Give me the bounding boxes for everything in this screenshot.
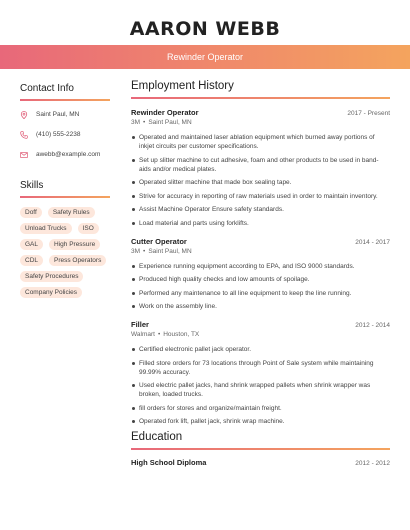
skill-chip: Company Policies: [20, 287, 82, 298]
job-bullet: Assist Machine Operator Ensure safety standards.: [131, 205, 390, 214]
job-company: Walmart: [131, 331, 155, 338]
skills-heading: Skills: [20, 180, 44, 191]
map-pin-icon: [20, 111, 28, 119]
contact-location: [20, 109, 110, 121]
job-bullet: Set up slitter machine to cut adhesive, foam and other products to be used in band-aids and/or medical plates.: [131, 156, 390, 174]
education-section: [131, 431, 390, 467]
candidate-name: AARON WEBB: [129, 18, 281, 40]
contact-phone: [20, 129, 110, 141]
employment-heading: Employment History: [131, 80, 234, 92]
phone-icon: [20, 131, 28, 139]
role-banner: Rewinder Operator: [0, 45, 410, 69]
skill-chip: GAL: [20, 239, 43, 250]
contact-location-text: Saint Paul, MN: [36, 111, 80, 118]
education-dates: 2012 - 2012: [355, 460, 390, 467]
job-bullet: Certified electronic pallet jack operator.: [131, 345, 390, 354]
job-bullet: Operated slitter machine that made box sealing tape.: [131, 178, 390, 187]
job-bullet: Used electric pallet jacks, hand shrink wrapped pallets when shrink wrapper was broken, loaded trucks.: [131, 381, 390, 399]
contact-divider: [20, 99, 110, 101]
job-title: Filler: [131, 320, 149, 329]
skill-chip: High Pressure: [49, 239, 100, 250]
skill-chip: Unload Trucks: [20, 223, 72, 234]
skills-divider: [20, 196, 110, 198]
job-bullet: Operated and maintained laser ablation equipment which burned away portions of inkjet circuits per customer specifications.: [131, 133, 390, 151]
job-entry: [131, 320, 390, 426]
job-location: Saint Paul, MN: [148, 247, 192, 255]
skill-chip: Safety Procedures: [20, 271, 83, 282]
job-meta: [131, 119, 390, 126]
contact-email-text[interactable]: awebb@example.com: [36, 151, 101, 158]
job-dates: 2017 - Present: [347, 110, 390, 117]
job-bullet: fill orders for stores and organize/maintain freight.: [131, 404, 390, 413]
separator-dot: •: [143, 247, 146, 255]
job-bullets: [131, 345, 390, 426]
job-bullets: [131, 262, 390, 312]
skill-chip: CDL: [20, 255, 43, 266]
job-meta: [131, 248, 390, 255]
sidebar: [20, 83, 110, 298]
contact-email: [20, 149, 110, 161]
skill-chip: ISO: [78, 223, 99, 234]
job-bullet: Work on the assembly line.: [131, 302, 390, 311]
job-bullet: Produced high quality checks and low amounts of spoilage.: [131, 275, 390, 284]
skill-chip: Safety Rules: [48, 207, 95, 218]
skill-chip: Doff: [20, 207, 42, 218]
education-heading: Education: [131, 431, 183, 443]
job-dates: 2014 - 2017: [355, 238, 390, 246]
job-company: 3M: [131, 119, 141, 126]
separator-dot: •: [157, 331, 161, 338]
job-title: Rewinder Operator: [131, 108, 199, 117]
job-entry: [131, 237, 390, 312]
job-bullet: Operated fork lift, pallet jack, shrink wrap machine.: [131, 417, 390, 426]
job-location: Saint Paul, MN: [148, 119, 192, 126]
job-meta: [131, 331, 390, 338]
job-dates: 2012 - 2014: [355, 322, 390, 329]
contact-phone-text: (410) 555-2238: [36, 131, 81, 138]
job-bullet: Strive for accuracy in reporting of raw materials used in order to maintain inventory.: [131, 192, 390, 201]
education-divider: [131, 448, 390, 450]
job-bullet: Performed any maintenance to all line equipment to keep the line running.: [131, 289, 390, 298]
job-title: Cutter Operator: [131, 236, 187, 246]
degree-title: High School Diploma: [131, 458, 207, 467]
envelope-icon: [20, 151, 28, 159]
job-bullet: Experience running equipment according to EPA, and ISO 9000 standards.: [131, 262, 390, 271]
employment-section: [131, 80, 390, 431]
skill-chip: Press Operators: [49, 255, 106, 266]
separator-dot: •: [143, 119, 146, 126]
job-entry: [131, 108, 390, 228]
skills-list: [20, 207, 110, 298]
job-location: Houston, TX: [163, 331, 200, 338]
employment-divider: [131, 97, 390, 99]
job-bullet: Load material and parts using forklifts.: [131, 219, 390, 228]
job-bullet: Filled store orders for 73 locations through Point of Sale system while maintaining 99.99% accuracy.: [131, 359, 390, 377]
contact-heading: Contact Info: [20, 83, 74, 94]
job-company: 3M: [131, 247, 141, 255]
job-bullets: [131, 133, 390, 228]
